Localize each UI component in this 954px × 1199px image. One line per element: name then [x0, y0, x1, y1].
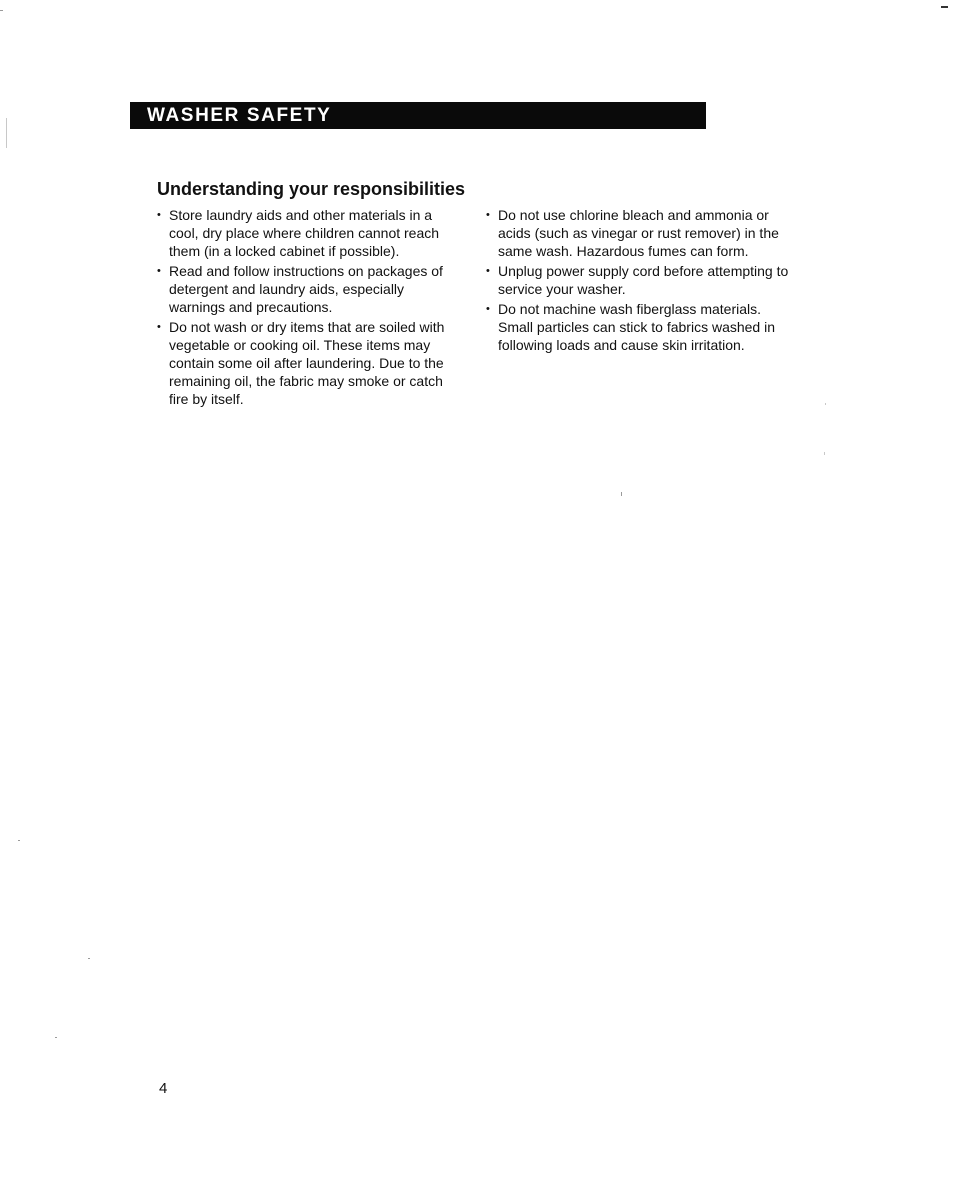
section-banner — [130, 102, 706, 129]
list-item-text: Do not wash or dry items that are soiled with vegetable or cooking oil. These items may contain some oil after laundering. Due to the remaining oil, the fabric may smoke or catch fire by itself. — [169, 319, 445, 407]
list-item-text: Read and follow instructions on packages of detergent and laundry aids, especially warnings and precautions. — [169, 263, 443, 315]
scan-artifact — [825, 403, 826, 405]
bullet-icon: • — [486, 209, 490, 221]
list-item — [486, 206, 791, 260]
scan-artifact — [18, 840, 20, 841]
scan-artifact — [6, 118, 7, 148]
list-item — [486, 300, 791, 354]
banner-title: WASHER SAFETY — [147, 105, 332, 126]
list-item-text: Do not machine wash fiberglass materials. Small particles can stick to fabrics washed in following loads and cause skin irritation. — [498, 301, 775, 353]
list-item-text: Do not use chlorine bleach and ammonia or acids (such as vinegar or rust remover) in the same wash. Hazardous fumes can form. — [498, 207, 779, 259]
scan-artifact — [55, 1037, 57, 1038]
bullet-icon: • — [486, 303, 490, 315]
scan-artifact — [88, 958, 90, 959]
bullet-icon: • — [486, 265, 490, 277]
scan-artifact — [941, 6, 948, 8]
list-item-text: Unplug power supply cord before attempting to service your washer. — [498, 263, 789, 297]
page-number: 4 — [159, 1080, 168, 1097]
list-item — [157, 262, 462, 316]
list-item — [157, 318, 462, 408]
section-heading: Understanding your responsibilities — [157, 179, 466, 199]
bullet-icon: • — [157, 209, 161, 221]
right-bullet-list — [486, 206, 791, 356]
list-item — [157, 206, 462, 260]
scan-artifact — [824, 452, 825, 455]
bullet-icon: • — [157, 321, 161, 333]
bullet-icon: • — [157, 265, 161, 277]
scan-artifact — [0, 10, 3, 11]
list-item — [486, 262, 791, 298]
scan-artifact — [621, 492, 622, 496]
list-item-text: Store laundry aids and other materials in a cool, dry place where children cannot reach them (in a locked cabinet if possible). — [169, 207, 440, 259]
left-bullet-list — [157, 206, 462, 410]
